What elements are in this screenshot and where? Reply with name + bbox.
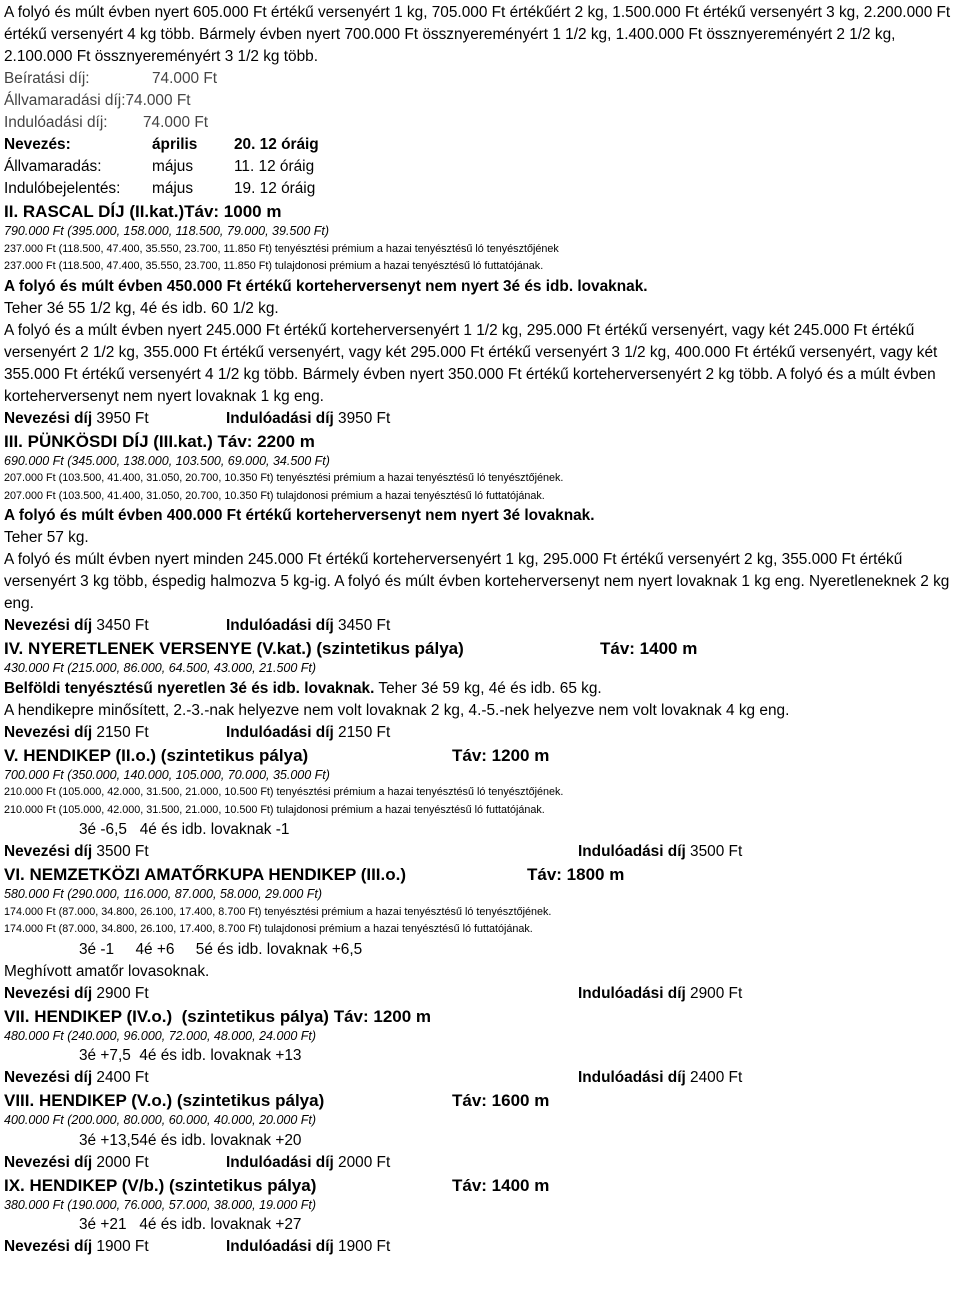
deadline-month: április: [152, 136, 198, 153]
breeder-premium: 237.000 Ft (118.500, 47.400, 35.550, 23.700, 11.850 Ft) tenyésztési prémium a hazai tenyésztésű ló tenyésztőjének: [4, 242, 559, 255]
deadline-month: május: [152, 158, 194, 175]
race-title-text: IV. NYERETLENEK VERSENYE (V.kat.) (szintetikus pálya): [4, 639, 464, 658]
entry-fee: Nevezési díj 2000 Ft: [4, 1153, 149, 1171]
race-weights: 3é -6,5 4é és idb. lovaknak -1: [79, 821, 290, 838]
race-title: [4, 637, 954, 660]
race-eligibility: A folyó és múlt évben 450.000 Ft értékű korteherversenyt nem nyert 3é és idb. lovaknak.: [4, 277, 648, 295]
breeder-premium: 207.000 Ft (103.500, 41.400, 31.050, 20.700, 10.350 Ft) tenyésztési prémium a hazai tenyésztésű ló tenyésztőjének.: [4, 472, 564, 484]
fee-line: [4, 983, 954, 1005]
race-prizes: 380.000 Ft (190.000, 76.000, 57.000, 38.000, 19.000 Ft): [4, 1197, 317, 1212]
race-distance: Táv: 1400 m: [452, 1175, 550, 1195]
start-fee: Indulóadási díj 2900 Ft: [578, 984, 743, 1002]
fee-line: [4, 841, 954, 863]
entry-fee: Nevezési díj 3950 Ft: [4, 409, 149, 427]
deadline-day: 20. 12 óráig: [234, 136, 319, 153]
race-title: [4, 1174, 954, 1197]
fee-line: [4, 1067, 954, 1089]
deadline-row: [4, 134, 954, 156]
race-conditions: A hendikepre minősített, 2.-3.-nak helyezve nem volt lovaknak 2 kg, 4.-5.-nek helyezve nem volt lovaknak 4 kg eng.: [4, 701, 790, 719]
race-conditions-document: [4, 2, 954, 1258]
race-weights: 3é +13,54é és idb. lovaknak +20: [79, 1131, 302, 1149]
race-conditions: A folyó és a múlt évben nyert 245.000 Ft értékű korteherversenyért 1 1/2 kg, 295.000 Ft értékű versenyért, vagy két 245.000 Ft értékű versenyért 2 1/2 kg, 355.000 Ft értékű versenyért, vagy két 295.000 Ft értékű versenyért 3 1/2 kg, 400.000 Ft értékű versenyért, vagy két 355.000 Ft értékű versenyért 4 1/2 kg több. Bármely évben nyert 350.000 Ft értékű korteherversenyért 2 kg több. A folyó és a múlt évben korteherversenyt nem nyert lovaknak 1 kg eng.: [4, 321, 938, 405]
start-fee: Indulóadási díj 3950 Ft: [226, 409, 391, 427]
entry-fee: Nevezési díj 2150 Ft: [4, 723, 149, 741]
race-weights: 3é -1 4é +6 5é és idb. lovaknak +6,5: [79, 940, 363, 958]
race-weights: 3é +21 4é és idb. lovaknak +27: [79, 1216, 302, 1233]
deadline-day: 11. 12 óráig: [234, 158, 315, 175]
race-title: II. RASCAL DÍJ (II.kat.)Táv: 1000 m: [4, 202, 282, 221]
owner-premium: 237.000 Ft (118.500, 47.400, 35.550, 23.700, 11.850 Ft) tulajdonosi prémium a hazai tenyésztésű ló futtatójának.: [4, 260, 544, 272]
race-title-text: VI. NEMZETKÖZI AMATŐRKUPA HENDIKEP (III.o.): [4, 865, 407, 884]
deadline-label: Indulóbejelentés:: [4, 180, 121, 197]
race-prizes: 790.000 Ft (395.000, 158.000, 118.500, 79.000, 39.500 Ft): [4, 224, 330, 238]
race-distance: Táv: 1400 m: [600, 639, 698, 658]
fee-row: [4, 68, 954, 90]
race-eligibility-line: Belföldi tenyésztésű nyeretlen 3é és idb. lovaknak. Teher 3é 59 kg, 4é és idb. 65 kg.: [4, 679, 602, 697]
race-title: [4, 863, 954, 886]
entry-fee: Nevezési díj 2400 Ft: [4, 1069, 149, 1086]
owner-premium: 210.000 Ft (105.000, 42.000, 31.500, 21.000, 10.500 Ft) tulajdonosi prémium a hazai tenyésztésű ló futtatójának.: [4, 803, 545, 816]
race-title: VII. HENDIKEP (IV.o.) (szintetikus pálya) Táv: 1200 m: [4, 1006, 432, 1026]
race-title-text: V. HENDIKEP (II.o.) (szintetikus pálya): [4, 745, 309, 765]
fee-row: [4, 90, 954, 112]
fee-label: Állvamaradási díj:: [4, 92, 126, 109]
race-weight: Teher 57 kg.: [4, 529, 89, 546]
fee-value: 74.000 Ft: [143, 114, 209, 131]
fee-line: [4, 615, 954, 637]
race-conditions: A folyó és múlt évben nyert minden 245.000 Ft értékű korteherversenyért 1 kg, 295.000 Ft értékű versenyért 2 kg, 355.000 Ft értékű versenyért 3 kg több, éspedig halmozva 5 kg-ig. A folyó és múlt évben korteherversenyt nem nyert lovaknak 1 kg eng. Nyeretleneknek 2 kg eng.: [4, 551, 950, 612]
race-prizes: 430.000 Ft (215.000, 86.000, 64.500, 43.000, 21.500 Ft): [4, 661, 317, 675]
race-title-text: IX. HENDIKEP (V/b.) (szintetikus pálya): [4, 1175, 317, 1195]
fee-line: [4, 1152, 954, 1174]
race-prizes: 580.000 Ft (290.000, 116.000, 87.000, 58.000, 29.000 Ft): [4, 887, 323, 901]
owner-premium: 207.000 Ft (103.500, 41.400, 31.050, 20.700, 10.350 Ft) tulajdonosi prémium a hazai tenyésztésű ló futtatójának.: [4, 489, 545, 502]
start-fee: Indulóadási díj 2400 Ft: [578, 1069, 743, 1086]
deadline-row: [4, 156, 954, 178]
start-fee: Indulóadási díj 3500 Ft: [578, 843, 743, 860]
intro-text: A folyó és múlt évben nyert 605.000 Ft értékű versenyért 1 kg, 705.000 Ft értékűért 2 kg, 1.500.000 Ft értékű versenyért 3 kg, 2.200.000 Ft értékű versenyért 4 kg több. Bármely évben nyert 700.000 Ft össznyereményért 1 1/2 kg, 1.400.000 Ft össznyereményért 2 1/2 kg, 2.100.000 Ft össznyereményért 3 1/2 kg több.: [4, 4, 951, 65]
fee-line: [4, 1236, 954, 1258]
race-prizes: 400.000 Ft (200.000, 80.000, 60.000, 40.000, 20.000 Ft): [4, 1113, 317, 1127]
race-prizes: 480.000 Ft (240.000, 96.000, 72.000, 48.000, 24.000 Ft): [4, 1028, 317, 1043]
fee-row: [4, 112, 954, 134]
fee-value: 74.000 Ft: [125, 92, 191, 109]
deadline-label: Állvamaradás:: [4, 158, 102, 175]
race-distance: Táv: 1800 m: [527, 865, 625, 884]
deadline-row: [4, 178, 954, 200]
breeder-premium: 210.000 Ft (105.000, 42.000, 31.500, 21.000, 10.500 Ft) tenyésztési prémium a hazai tenyésztésű ló tenyésztőjének.: [4, 786, 564, 798]
fee-label: Indulóadási díj:: [4, 114, 108, 131]
race-distance: Táv: 1200 m: [452, 745, 550, 765]
race-note: Meghívott amatőr lovasoknak.: [4, 962, 210, 980]
race-title: [4, 1089, 954, 1112]
race-distance: Táv: 1600 m: [452, 1091, 550, 1110]
race-weight: Teher 3é 55 1/2 kg, 4é és idb. 60 1/2 kg.: [4, 299, 279, 317]
race-title-text: VIII. HENDIKEP (V.o.) (szintetikus pálya): [4, 1091, 325, 1110]
start-fee: Indulóadási díj 3450 Ft: [226, 617, 391, 634]
race-prizes: 690.000 Ft (345.000, 138.000, 103.500, 69.000, 34.500 Ft): [4, 453, 330, 468]
entry-fee: Nevezési díj 1900 Ft: [4, 1238, 149, 1255]
entry-fee: Nevezési díj 3450 Ft: [4, 617, 149, 634]
deadline-day: 19. 12 óráig: [234, 180, 316, 197]
start-fee: Indulóadási díj 2000 Ft: [226, 1153, 391, 1171]
race-weights: 3é +7,5 4é és idb. lovaknak +13: [79, 1047, 302, 1064]
entry-fee: Nevezési díj 2900 Ft: [4, 984, 149, 1002]
fee-line: [4, 722, 954, 744]
start-fee: Indulóadási díj 2150 Ft: [226, 723, 391, 741]
deadline-label: Nevezés:: [4, 136, 71, 153]
race-eligibility: A folyó és múlt évben 400.000 Ft értékű korteherversenyt nem nyert 3é lovaknak.: [4, 507, 595, 524]
owner-premium: 174.000 Ft (87.000, 34.800, 26.100, 17.400, 8.700 Ft) tulajdonosi prémium a hazai tenyésztésű ló futtatójának.: [4, 923, 533, 935]
fee-value: 74.000 Ft: [152, 70, 218, 87]
race-title: III. PÜNKÖSDI DÍJ (III.kat.) Táv: 2200 m: [4, 431, 315, 451]
deadline-month: május: [152, 180, 194, 197]
entry-fee: Nevezési díj 3500 Ft: [4, 843, 149, 860]
start-fee: Indulóadási díj 1900 Ft: [226, 1238, 391, 1255]
race-title: [4, 744, 954, 767]
race-prizes: 700.000 Ft (350.000, 140.000, 105.000, 70.000, 35.000 Ft): [4, 767, 330, 782]
fee-label: Beíratási díj:: [4, 70, 90, 87]
fee-line: [4, 408, 954, 430]
breeder-premium: 174.000 Ft (87.000, 34.800, 26.100, 17.400, 8.700 Ft) tenyésztési prémium a hazai tenyésztésű ló tenyésztőjének.: [4, 905, 552, 918]
